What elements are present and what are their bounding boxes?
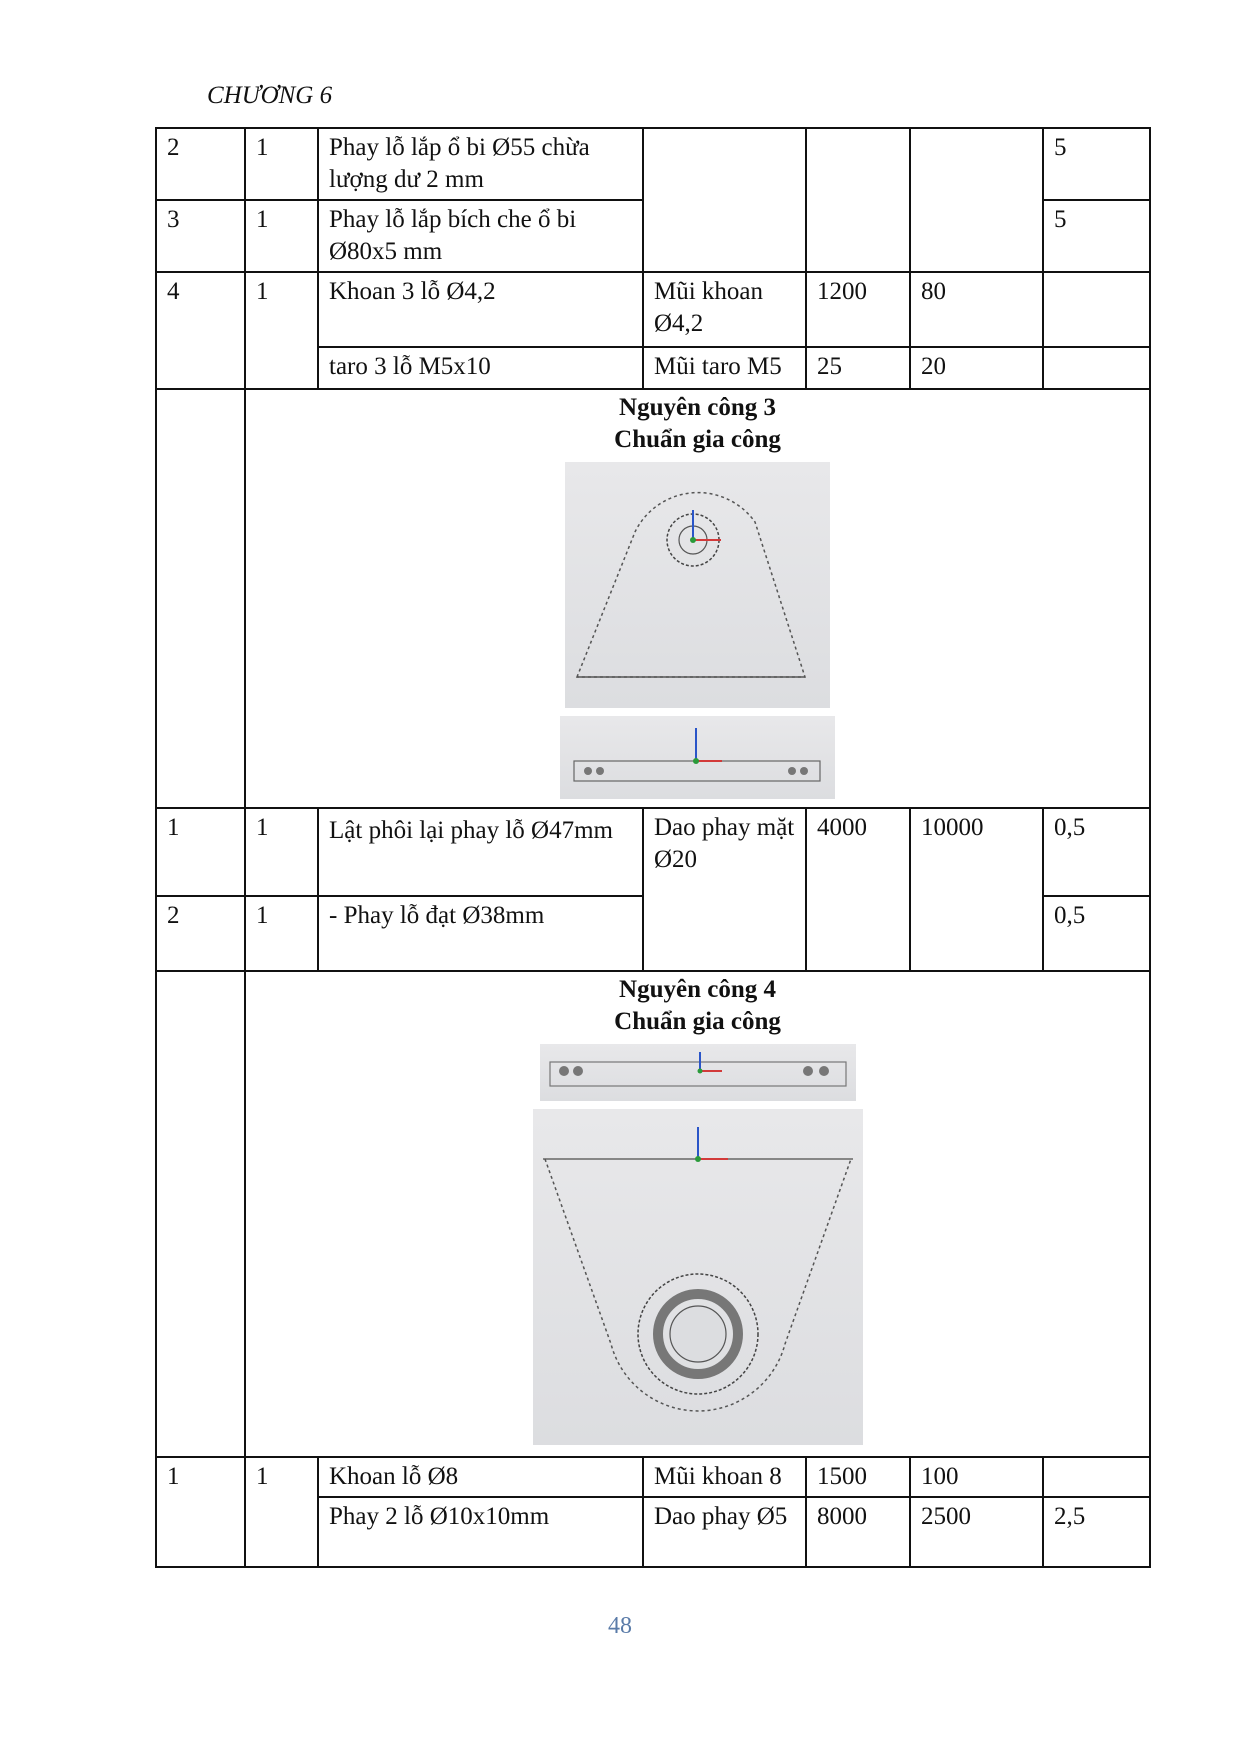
pass-cell: 1: [245, 200, 318, 272]
depth-cell: 2,5: [1043, 1497, 1150, 1567]
part-side-view-image: [560, 716, 835, 799]
table-row: [156, 1457, 1150, 1497]
content-cell: Phay lỗ lắp bích che ổ bi Ø80x5 mm: [318, 200, 643, 272]
table-row: [156, 808, 1150, 896]
pass-cell: 1: [245, 808, 318, 896]
step-cell: 2: [156, 896, 245, 971]
speed-cell: 25: [806, 347, 910, 389]
operation-4-section: [156, 971, 1150, 1457]
empty-cell: [156, 389, 245, 808]
table-row: [156, 272, 1150, 347]
tool-cell: [643, 128, 806, 272]
speed-cell: 1500: [806, 1457, 910, 1497]
machining-table: [155, 127, 1151, 1568]
content-cell: - Phay lỗ đạt Ø38mm: [318, 896, 643, 971]
part-front-view-image: [533, 1109, 863, 1445]
step-cell: 3: [156, 200, 245, 272]
step-cell: 4: [156, 272, 245, 389]
feed-cell: 20: [910, 347, 1043, 389]
depth-cell: 5: [1043, 200, 1150, 272]
step-cell: 1: [156, 1457, 245, 1567]
empty-cell: [156, 971, 245, 1457]
depth-cell: 0,5: [1043, 808, 1150, 896]
part-side-view-image: [540, 1044, 856, 1101]
pass-cell: 1: [245, 128, 318, 200]
depth-cell: 0,5: [1043, 896, 1150, 971]
feed-cell: 2500: [910, 1497, 1043, 1567]
step-cell: 1: [156, 808, 245, 896]
depth-cell: [1043, 1457, 1150, 1497]
feed-cell: 10000: [910, 808, 1043, 971]
tool-cell: Dao phay Ø5: [643, 1497, 806, 1567]
content-cell: Khoan 3 lỗ Ø4,2: [318, 272, 643, 347]
operation-3-section: [156, 389, 1150, 808]
speed-cell: [806, 128, 910, 272]
feed-cell: 100: [910, 1457, 1043, 1497]
speed-cell: 4000: [806, 808, 910, 971]
operation-3-subtitle: Chuẩn gia công: [614, 426, 781, 453]
part-top-view-image: [565, 462, 830, 708]
speed-cell: 1200: [806, 272, 910, 347]
content-cell: Khoan lỗ Ø8: [318, 1457, 643, 1497]
operation-3-header: [245, 389, 1150, 808]
content-cell: Lật phôi lại phay lỗ Ø47mm: [318, 808, 643, 896]
depth-cell: [1043, 347, 1150, 389]
operation-4-header: [245, 971, 1150, 1457]
depth-cell: [1043, 272, 1150, 347]
feed-cell: 80: [910, 272, 1043, 347]
tool-cell: Dao phay mặt Ø20: [643, 808, 806, 971]
depth-cell: 5: [1043, 128, 1150, 200]
tool-cell: Mũi khoan 8: [643, 1457, 806, 1497]
step-cell: 2: [156, 128, 245, 200]
tool-cell: Mũi taro M5: [643, 347, 806, 389]
feed-cell: [910, 128, 1043, 272]
table-row: [156, 128, 1150, 200]
speed-cell: 8000: [806, 1497, 910, 1567]
page-number: 48: [608, 1613, 632, 1639]
content-cell: Phay lỗ lắp ổ bi Ø55 chừa lượng dư 2 mm: [318, 128, 643, 200]
tool-cell: Mũi khoan Ø4,2: [643, 272, 806, 347]
pass-cell: 1: [245, 1457, 318, 1567]
operation-3-title: Nguyên công 3: [619, 394, 776, 421]
content-cell: taro 3 lỗ M5x10: [318, 347, 643, 389]
pass-cell: 1: [245, 272, 318, 389]
operation-4-title: Nguyên công 4: [619, 976, 776, 1003]
content-cell: Phay 2 lỗ Ø10x10mm: [318, 1497, 643, 1567]
pass-cell: 1: [245, 896, 318, 971]
operation-4-subtitle: Chuẩn gia công: [614, 1008, 781, 1035]
chapter-header: CHƯƠNG 6: [207, 82, 333, 109]
